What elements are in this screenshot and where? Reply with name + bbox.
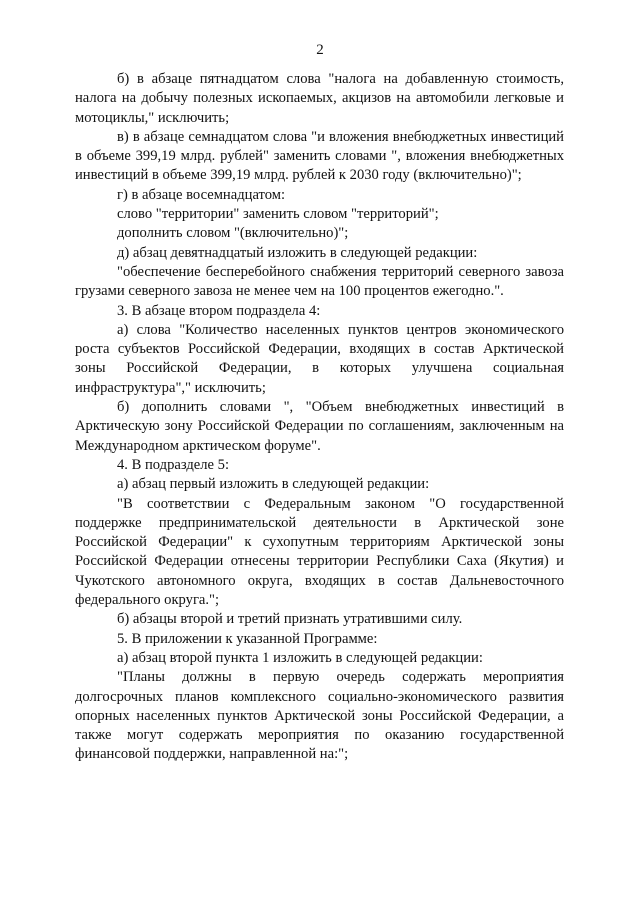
paragraph: слово "территории" заменить словом "территорий"; (117, 206, 439, 223)
paragraph: б) дополнить словами ", "Объем внебюджетных инвестиций в Арктическую зону Российской Федерации по соглашениям, заключенным на Международном арктическом форуме". (75, 399, 564, 454)
paragraph: б) абзацы второй и третий признать утратившими силу. (117, 611, 463, 628)
paragraph: б) в абзаце пятнадцатом слова "налога на добавленную стоимость, налога на добычу полезных ископаемых, акцизов на автомобили легковые и мотоциклы," исключить; (75, 71, 564, 126)
paragraph: "В соответствии с Федеральным законом "О государственной поддержке предпринимательской деятельности в Арктической зоне Российской Федерации" к сухопутным территориям Арктической зоны Российской Федерации отнесены территории Республики Саха (Якутия) и Чукотского автономного округа, входящих в состав Дальневосточного федерального округа."; (75, 495, 564, 609)
document-body (75, 70, 564, 765)
paragraph: "Планы должны в первую очередь содержать мероприятия долгосрочных планов комплексного социально-экономического развития опорных населенных пунктов Арктической зоны Российской Федерации, а также могут содержать мероприятия по оказанию государственной финансовой поддержки, направленной на:"; (75, 669, 564, 763)
paragraph: а) слова "Количество населенных пунктов центров экономического роста субъектов Российской Федерации, входящих в состав Арктической зоны Российской Федерации, в которых улучшена социальная инфраструктура"," исключить; (75, 321, 564, 396)
paragraph: г) в абзаце восемнадцатом: (117, 186, 286, 203)
paragraph: а) абзац второй пункта 1 изложить в следующей редакции: (117, 649, 483, 666)
paragraph: 5. В приложении к указанной Программе: (117, 630, 378, 647)
paragraph: "обеспечение бесперебойного снабжения территорий северного завоза грузами северного завоза не менее чем на 100 процентов ежегодно.". (75, 263, 564, 300)
paragraph: 3. В абзаце втором подраздела 4: (117, 302, 321, 319)
paragraph: а) абзац первый изложить в следующей редакции: (117, 476, 430, 493)
paragraph: д) абзац девятнадцатый изложить в следующей редакции: (117, 244, 478, 261)
paragraph: 4. В подразделе 5: (117, 456, 230, 473)
page-number: 2 (316, 42, 324, 58)
paragraph: в) в абзаце семнадцатом слова "и вложения внебюджетных инвестиций в объеме 399,19 млрд. рублей" заменить словами ", вложения внебюджетных инвестиций в объеме 399,19 млрд. рублей к 2030 году (включительно)"; (75, 128, 564, 184)
paragraph: дополнить словом "(включительно)"; (117, 225, 349, 242)
